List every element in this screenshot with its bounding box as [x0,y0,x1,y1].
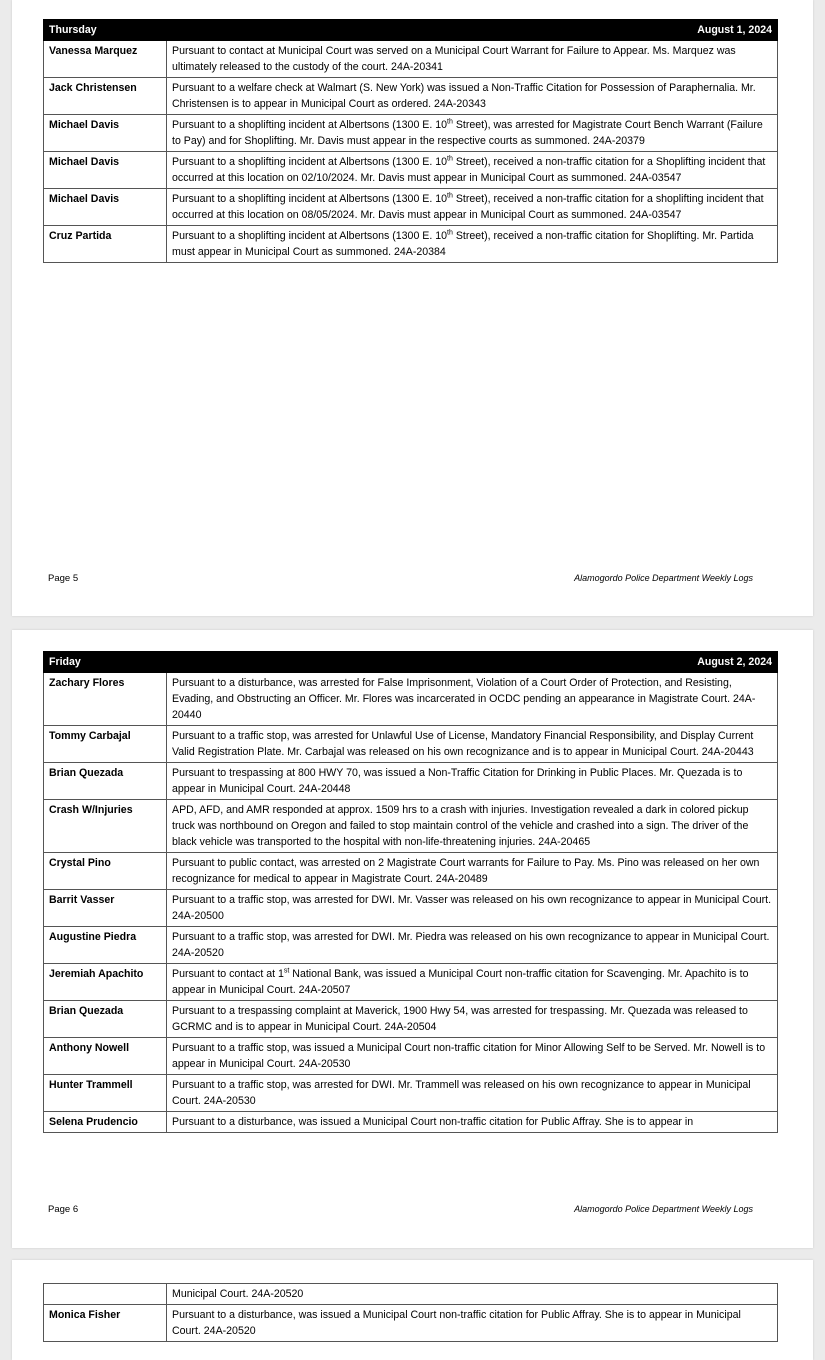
log-row [44,1284,778,1305]
log-row [44,1112,778,1133]
log-row [44,1038,778,1075]
subject-name: Michael Davis [44,189,167,226]
day-label: Thursday [44,20,167,41]
friday-log-table [43,651,778,1133]
subject-name: Vanessa Marquez [44,41,167,78]
incident-description: Pursuant to a shoplifting incident at Albertsons (1300 E. 10th Street), received a non-traffic citation for Shoplifting. Mr. Partida must appear in Municipal Court as summoned. 24A-20384 [167,226,778,263]
subject-name: Jeremiah Apachito [44,964,167,1001]
log-row [44,226,778,263]
incident-description: Pursuant to a disturbance, was issued a Municipal Court non-traffic citation for Public Affray. She is to appear in Municipal Court. 24A-20520 [167,1305,778,1342]
log-row [44,726,778,763]
incident-description: Pursuant to a traffic stop, was arrested for DWI. Mr. Trammell was released on his own recognizance to appear in Municipal Court. 24A-20530 [167,1075,778,1112]
continued-log-table [43,1283,778,1342]
incident-description: Pursuant to a traffic stop, was arrested for DWI. Mr. Vasser was released on his own recognizance to appear in Municipal Court. 24A-20500 [167,890,778,927]
incident-description: Pursuant to a shoplifting incident at Albertsons (1300 E. 10th Street), received a non-traffic citation for a shoplifting incident that occurred at this location on 08/05/2024. Mr. Davis must appear in Municipal Court as summoned. 24A-03547 [167,189,778,226]
incident-description: Pursuant to a disturbance, was issued a Municipal Court non-traffic citation for Public Affray. She is to appear in [167,1112,778,1133]
log-row [44,763,778,800]
log-row [44,927,778,964]
subject-name: Tommy Carbajal [44,726,167,763]
incident-description: Pursuant to a traffic stop, was arrested for DWI. Mr. Piedra was released on his own recognizance to appear in Municipal Court. 24A-20520 [167,927,778,964]
subject-name [44,1284,167,1305]
incident-description: Pursuant to a traffic stop, was issued a Municipal Court non-traffic citation for Minor Allowing Self to be Served. Mr. Nowell is to appear in Municipal Court. 24A-20530 [167,1038,778,1075]
subject-name: Brian Quezada [44,763,167,800]
page-number: Page 5 [48,573,79,584]
subject-name: Augustine Piedra [44,927,167,964]
log-row [44,1001,778,1038]
date-label: August 2, 2024 [167,652,778,673]
log-row [44,115,778,152]
log-row [44,1305,778,1342]
log-row [44,41,778,78]
log-row [44,853,778,890]
document-page-5 [12,0,813,616]
department-footer: Alamogordo Police Department Weekly Logs [574,1204,753,1214]
incident-description: Municipal Court. 24A-20520 [167,1284,778,1305]
incident-description: Pursuant to a traffic stop, was arrested for Unlawful Use of License, Mandatory Financial Responsibility, and Display Current Valid Registration Plate. Mr. Carbajal was released on his own recognizance and is to appear in Municipal Court. 24A-20443 [167,726,778,763]
log-row [44,890,778,927]
subject-name: Crash W/Injuries [44,800,167,853]
log-row [44,152,778,189]
log-row [44,189,778,226]
subject-name: Brian Quezada [44,1001,167,1038]
incident-description: APD, AFD, and AMR responded at approx. 1509 hrs to a crash with injuries. Investigation revealed a dark in colored pickup truck was northbound on Oregon and failed to stop maintain control of the vehicle and crashed into a sign. The driver of the black vehicle was transported to the hospital with non-life-threatening injuries. 24A-20465 [167,800,778,853]
log-row [44,673,778,726]
log-row [44,800,778,853]
subject-name: Selena Prudencio [44,1112,167,1133]
subject-name: Michael Davis [44,115,167,152]
day-label: Friday [44,652,167,673]
page-number: Page 6 [48,1204,79,1215]
subject-name: Zachary Flores [44,673,167,726]
subject-name: Crystal Pino [44,853,167,890]
incident-description: Pursuant to trespassing at 800 HWY 70, was issued a Non-Traffic Citation for Drinking in Public Places. Mr. Quezada is to appear in Municipal Court. 24A-20448 [167,763,778,800]
log-row [44,1075,778,1112]
department-footer: Alamogordo Police Department Weekly Logs [574,573,753,583]
subject-name: Jack Christensen [44,78,167,115]
incident-description: Pursuant to a shoplifting incident at Albertsons (1300 E. 10th Street), received a non-traffic citation for a Shoplifting incident that occurred at this location on 02/10/2024. Mr. Davis must appear in Municipal Court as summoned. 24A-03547 [167,152,778,189]
incident-description: Pursuant to a disturbance, was arrested for False Imprisonment, Violation of a Court Order of Protection, and Resisting, Evading, and Obstructing an Officer. Mr. Flores was incarcerated in OCDC pending an appearance in Magistrate Court. 24A-20440 [167,673,778,726]
day-header-row [44,652,778,673]
incident-description: Pursuant to contact at 1st National Bank, was issued a Municipal Court non-traffic citation for Scavenging. Mr. Apachito is to appear in Municipal Court. 24A-20507 [167,964,778,1001]
subject-name: Michael Davis [44,152,167,189]
subject-name: Anthony Nowell [44,1038,167,1075]
incident-description: Pursuant to contact at Municipal Court was served on a Municipal Court Warrant for Failure to Appear. Ms. Marquez was ultimately released to the custody of the court. 24A-20341 [167,41,778,78]
subject-name: Monica Fisher [44,1305,167,1342]
incident-description: Pursuant to public contact, was arrested on 2 Magistrate Court warrants for Failure to Pay. Ms. Pino was released on her own recognizance for medical to appear in Magistrate Court. 24A-20489 [167,853,778,890]
subject-name: Cruz Partida [44,226,167,263]
log-row [44,964,778,1001]
date-label: August 1, 2024 [167,20,778,41]
thursday-log-table [43,19,778,263]
incident-description: Pursuant to a trespassing complaint at Maverick, 1900 Hwy 54, was arrested for trespassing. Mr. Quezada was released to GCRMC and is to appear in Municipal Court. 24A-20504 [167,1001,778,1038]
incident-description: Pursuant to a welfare check at Walmart (S. New York) was issued a Non-Traffic Citation for Possession of Paraphernalia. Mr. Christensen is to appear in Municipal Court as ordered. 24A-20343 [167,78,778,115]
day-header-row [44,20,778,41]
subject-name: Barrit Vasser [44,890,167,927]
subject-name: Hunter Trammell [44,1075,167,1112]
incident-description: Pursuant to a shoplifting incident at Albertsons (1300 E. 10th Street), was arrested for Magistrate Court Bench Warrant (Failure to Pay) and for Shoplifting. Mr. Davis must appear in the respective courts as summoned. 24A-20379 [167,115,778,152]
log-row [44,78,778,115]
document-page-7 [12,1260,813,1360]
document-page-6 [12,630,813,1248]
